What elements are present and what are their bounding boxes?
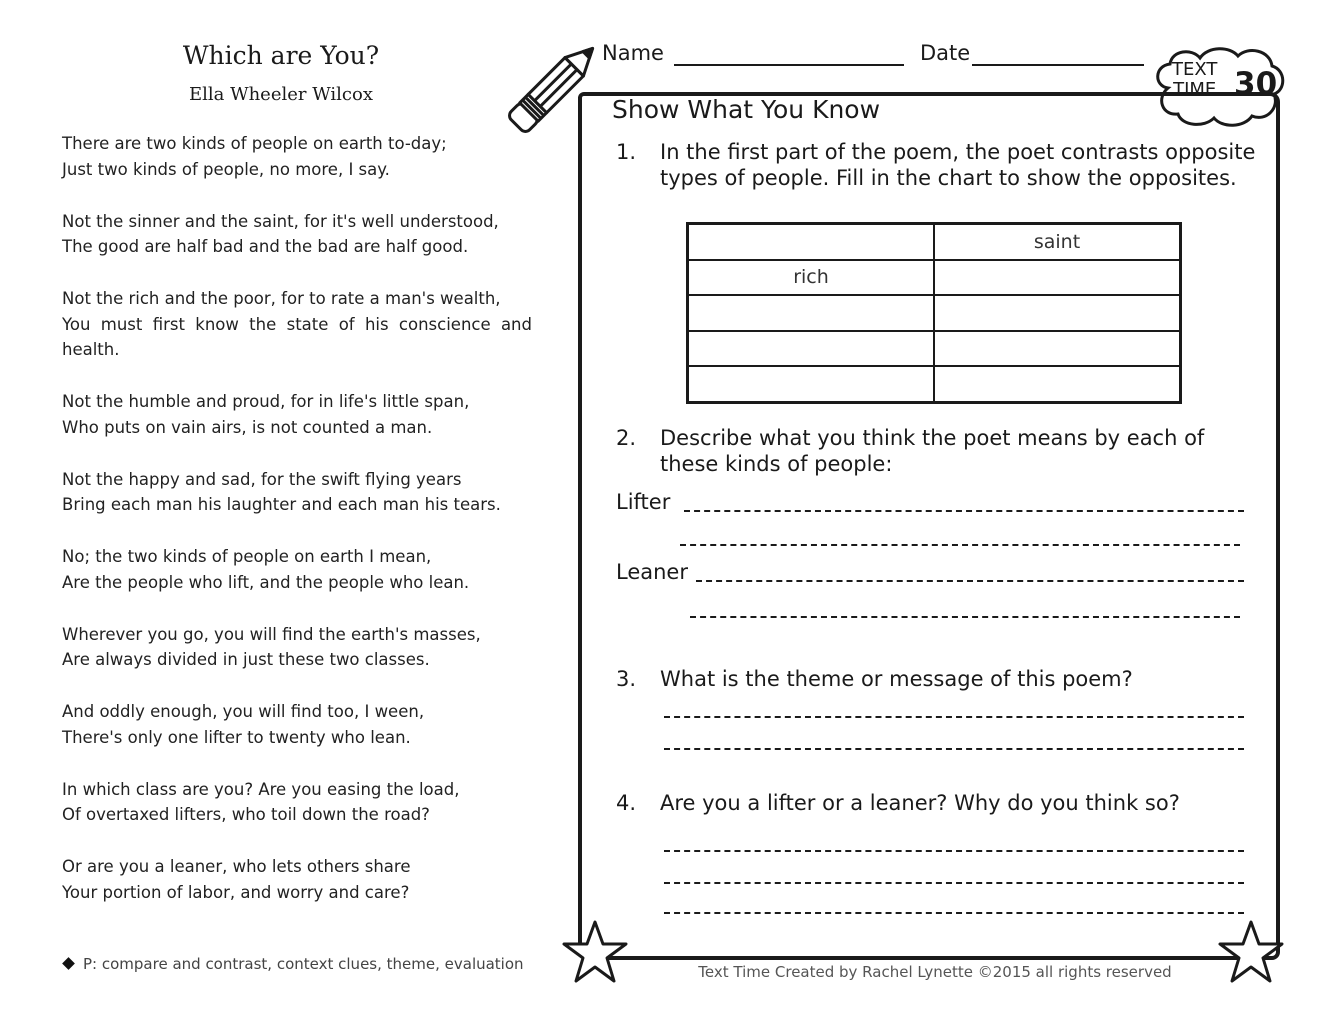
chart-cell[interactable] bbox=[934, 366, 1181, 402]
stanza bbox=[62, 467, 532, 518]
question-4-number: 4. bbox=[616, 791, 637, 815]
stanza bbox=[62, 209, 532, 260]
badge-label: TEXT TIME bbox=[1172, 59, 1218, 100]
chart-cell[interactable] bbox=[934, 331, 1181, 367]
question-3-text: What is the theme or message of this poem? bbox=[660, 667, 1133, 691]
question-3-number: 3. bbox=[616, 667, 637, 691]
stanza bbox=[62, 777, 532, 828]
date-field[interactable] bbox=[972, 64, 1144, 66]
poem-line: There's only one lifter to twenty who lean. bbox=[62, 727, 411, 747]
chart-row bbox=[688, 295, 1181, 331]
chart-row bbox=[688, 331, 1181, 367]
question-2-text: Describe what you think the poet means by each of these kinds of people: bbox=[660, 426, 1205, 476]
poem-line: Your portion of labor, and worry and care? bbox=[62, 882, 410, 902]
question-4-answer-line[interactable] bbox=[664, 882, 1244, 884]
poem-line: Bring each man his laughter and each man his tears. bbox=[62, 495, 501, 514]
lifter-label: Lifter bbox=[616, 490, 671, 514]
poem-line: In which class are you? Are you easing the load, bbox=[62, 779, 460, 799]
date-label: Date bbox=[920, 41, 971, 65]
poem-line: And oddly enough, you will find too, I ween, bbox=[62, 702, 425, 721]
stanza bbox=[62, 854, 532, 905]
leaner-answer-line[interactable] bbox=[696, 580, 1244, 582]
standards-text: P: compare and contrast, context clues, theme, evaluation bbox=[83, 955, 524, 973]
question-1-text: In the first part of the poem, the poet contrasts opposite types of people. Fill in the chart to show the opposites. bbox=[660, 140, 1256, 190]
question-4-text: Are you a lifter or a leaner? Why do you think so? bbox=[660, 791, 1180, 815]
opposites-chart bbox=[686, 222, 1182, 404]
stanza bbox=[62, 699, 532, 750]
poem-line: You must first know the state of his conscience and health. bbox=[62, 314, 532, 359]
leaner-answer-line[interactable] bbox=[690, 616, 1240, 618]
standards-note bbox=[64, 955, 524, 973]
question-4-answer-line[interactable] bbox=[664, 912, 1244, 914]
stanza bbox=[62, 622, 532, 673]
poem-line: Who puts on vain airs, is not counted a man. bbox=[62, 417, 433, 437]
chart-cell[interactable]: rich bbox=[688, 260, 935, 296]
question-4-answer-line[interactable] bbox=[664, 850, 1244, 852]
poem-line: Not the happy and sad, for the swift flying years bbox=[62, 469, 462, 489]
poem-title: Which are You? bbox=[182, 41, 380, 70]
stanza bbox=[62, 286, 532, 363]
chart-cell[interactable]: saint bbox=[934, 224, 1181, 260]
poem-line: Of overtaxed lifters, who toil down the road? bbox=[62, 805, 430, 824]
chart-cell[interactable] bbox=[934, 260, 1181, 296]
lifter-answer-line[interactable] bbox=[684, 510, 1244, 512]
poem-body bbox=[62, 131, 532, 932]
name-field[interactable] bbox=[674, 64, 904, 66]
poem-author: Ella Wheeler Wilcox bbox=[188, 84, 373, 105]
stanza bbox=[62, 544, 532, 595]
stanza bbox=[62, 389, 532, 440]
poem-line: Not the rich and the poor, for to rate a man's wealth, bbox=[62, 289, 501, 308]
chart-cell[interactable] bbox=[688, 366, 935, 402]
poem-line: Are the people who lift, and the people who lean. bbox=[62, 572, 470, 592]
chart-row bbox=[688, 366, 1181, 402]
question-3-answer-line[interactable] bbox=[664, 716, 1244, 718]
poem-line: Just two kinds of people, no more, I say. bbox=[62, 159, 390, 179]
diamond-icon bbox=[62, 957, 75, 970]
chart-cell[interactable] bbox=[688, 224, 935, 260]
chart-cell[interactable] bbox=[688, 331, 935, 367]
poem-line: Not the sinner and the saint, for it's well understood, bbox=[62, 211, 499, 231]
poem-line: Wherever you go, you will find the earth's masses, bbox=[62, 624, 481, 644]
poem-line: There are two kinds of people on earth to-day; bbox=[62, 134, 447, 153]
poem-line: Not the humble and proud, for in life's little span, bbox=[62, 392, 470, 411]
stanza bbox=[62, 131, 532, 182]
question-2-number: 2. bbox=[616, 426, 637, 450]
footer-credit: Text Time Created by Rachel Lynette ©2015 all rights reserved bbox=[698, 963, 1172, 981]
poem-line: The good are half bad and the bad are half good. bbox=[62, 237, 469, 256]
question-1-number: 1. bbox=[616, 140, 637, 164]
question-3-answer-line[interactable] bbox=[664, 748, 1244, 750]
poem-line: Or are you a leaner, who lets others share bbox=[62, 857, 411, 876]
leaner-label: Leaner bbox=[616, 560, 688, 584]
poem-line: No; the two kinds of people on earth I mean, bbox=[62, 547, 432, 566]
badge-number: 30 bbox=[1234, 66, 1278, 102]
chart-cell[interactable] bbox=[688, 295, 935, 331]
chart-row bbox=[688, 260, 1181, 296]
lifter-answer-line[interactable] bbox=[680, 544, 1240, 546]
chart-cell[interactable] bbox=[934, 295, 1181, 331]
section-title: Show What You Know bbox=[612, 95, 881, 124]
name-label: Name bbox=[602, 41, 664, 65]
chart-row bbox=[688, 224, 1181, 260]
poem-line: Are always divided in just these two classes. bbox=[62, 650, 430, 669]
